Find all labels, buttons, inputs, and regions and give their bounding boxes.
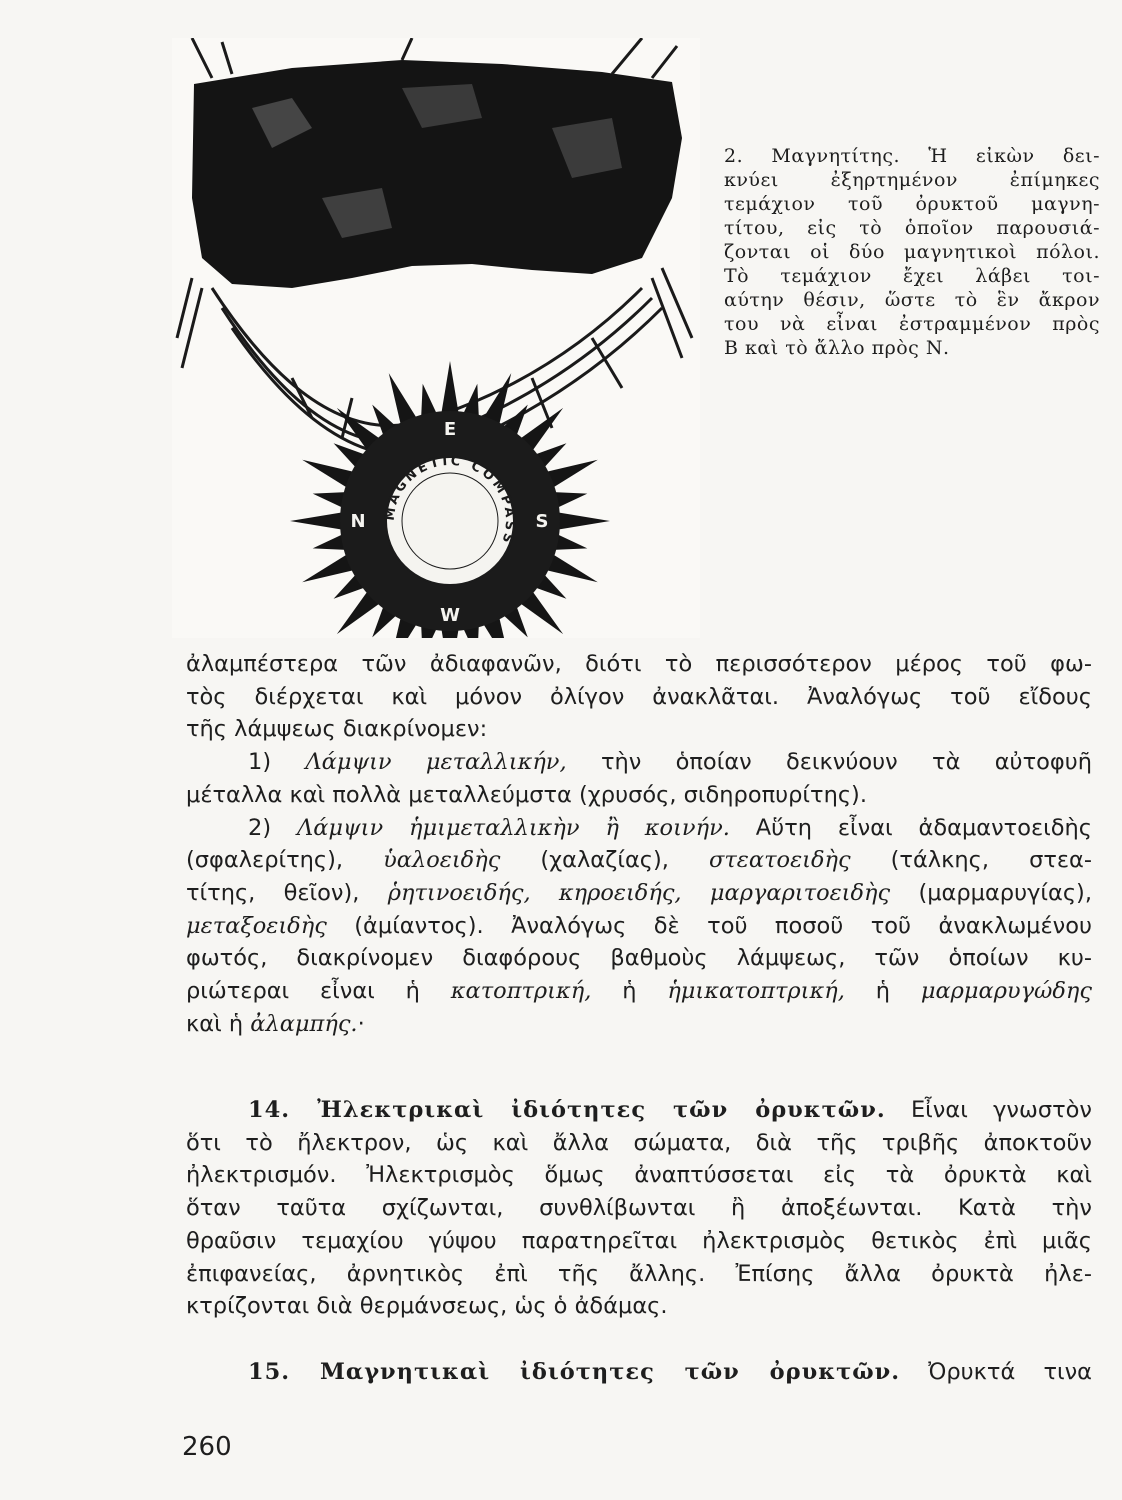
section-heading: 15. Μαγνητικαὶ ἰδιότητες τῶν ὀρυκτῶν. xyxy=(248,1359,901,1385)
compass-letter-n: N xyxy=(350,511,366,532)
page-number: 260 xyxy=(182,1432,232,1462)
magnetite-illustration xyxy=(172,38,700,638)
text-line: ριώτεραι εἶναι ἡ κατοπτρική, ἡ ἡμικατοπτρική, ἡ μαρμαρυγώδης xyxy=(186,978,1093,1005)
text-line: μέταλλα καὶ πολλὰ μεταλλεύμστα (χρυσός, σιδηροπυρίτης). xyxy=(186,781,867,808)
section-heading: 14. Ἠλεκτρικαὶ ἰδιότητες τῶν ὀρυκτῶν. xyxy=(248,1097,886,1123)
text-line: ἠλεκτρισμόν. Ἠλεκτρισμὸς ὅμως ἀναπτύσσεται εἰς τὰ ὀρυκτὰ καὶ xyxy=(186,1162,1092,1189)
text-line: (σφαλερίτης), ὑαλοειδὴς (χαλαζίας), στεατοειδὴς (τάλκης, στεα- xyxy=(186,847,1092,874)
text-line: ἀλαμπέστερα τῶν ἀδιαφανῶν, διότι τὸ περισσότερον μέρος τοῦ φω- xyxy=(186,651,1092,677)
text-line: ὅταν ταῦτα σχίζωνται, συνθλίβωνται ἢ ἀποξέωνται. Κατὰ τὴν xyxy=(186,1195,1092,1222)
paragraph-lustre xyxy=(186,648,1092,1040)
text-line: καὶ ἡ ἀλαμπής.· xyxy=(186,1010,365,1037)
text-line: 15. Μαγνητικαὶ ἰδιότητες τῶν ὀρυκτῶν. Ὀρυκτά τινα xyxy=(248,1359,1093,1385)
caption-line: του νὰ εἶναι ἐστραμμένον πρὸς xyxy=(724,313,1100,335)
caption-line: αύτην θέσιν, ὥστε τὸ ἓν ἄκρον xyxy=(724,289,1100,311)
magnetite-photo xyxy=(172,38,700,638)
text-line: 1) Λάμψιν μεταλλικήν, τὴν ὁποίαν δεικνύουν τὰ αὐτοφυῆ xyxy=(248,749,1093,776)
caption-line: ζονται οἱ δύο μαγνητικοὶ πόλοι. xyxy=(724,241,1100,263)
text-line: θραῦσιν τεμαχίου γύψου παρατηρεῖται ἠλεκτρισμὸς θετικὸς ἐπὶ μιᾶς xyxy=(186,1227,1092,1254)
compass-letter-w: W xyxy=(440,605,460,626)
text-line: 2) Λάμψιν ἡμιμεταλλικὴν ἢ κοινήν. Αὕτη εἶναι ἀδαμαντοειδὴς xyxy=(248,814,1092,841)
text-line: τίτης, θεῖον), ῥητινοειδής, κηροειδής, μαργαριτοειδὴς (μαρμαρυγίας), xyxy=(186,879,1092,906)
text-line: 14. Ἠλεκτρικαὶ ἰδιότητες τῶν ὀρυκτῶν. Εἶναι γνωστὸν xyxy=(248,1097,1092,1123)
caption-line: Τὸ τεμάχιον ἔχει λάβει τοι- xyxy=(724,265,1100,287)
compass-rose xyxy=(290,361,610,638)
text-line: ὅτι τὸ ἤλεκτρον, ὡς καὶ ἄλλα σώματα, διὰ τῆς τριβῆς ἀποκτοῦν xyxy=(186,1129,1092,1156)
compass-ring-text: MAGNETIC COMPASS xyxy=(382,453,518,548)
text-line: τῆς λάμψεως διακρίνομεν: xyxy=(186,716,488,743)
text-line: κτρίζονται διὰ θερμάνσεως, ὡς ὁ ἀδάμας. xyxy=(186,1293,668,1320)
caption-line: κνύει ἐξηρτημένον ἐπίμηκες xyxy=(724,169,1100,191)
section-magnetic-properties xyxy=(186,1356,1092,1389)
compass-letter-e: E xyxy=(443,419,457,440)
text-line: φωτός, διακρίνομεν διαφόρους βαθμοὺς λάμψεως, τῶν ὁποίων κυ- xyxy=(186,945,1092,972)
section-electrical-properties xyxy=(186,1094,1092,1323)
text-line: τὸς διέρχεται καὶ μόνον ὀλίγον ἀνακλᾶται. Ἀναλόγως τοῦ εἴδους xyxy=(186,683,1092,710)
caption-line: 2. Μαγνητίτης. Ἡ εἰκὼν δει- xyxy=(724,145,1100,167)
caption-line: τίτου, εἰς τὸ ὁποῖον παρουσιά- xyxy=(724,217,1100,239)
text-line: ἐπιφανείας, ἀρνητικὸς ἐπὶ τῆς ἄλλης. Ἐπίσης ἄλλα ὀρυκτὰ ἠλε- xyxy=(186,1260,1092,1287)
text-line: μεταξοειδὴς (ἀμίαντος). Ἀναλόγως δὲ τοῦ ποσοῦ τοῦ ἀνακλωμένου xyxy=(186,912,1092,939)
figure-caption xyxy=(724,144,1100,360)
caption-line: Β καὶ τὸ ἄλλο πρὸς Ν. xyxy=(724,337,950,359)
caption-line: τεμάχιον τοῦ ὀρυκτοῦ μαγνη- xyxy=(724,193,1100,215)
compass-letter-s: S xyxy=(535,511,549,532)
